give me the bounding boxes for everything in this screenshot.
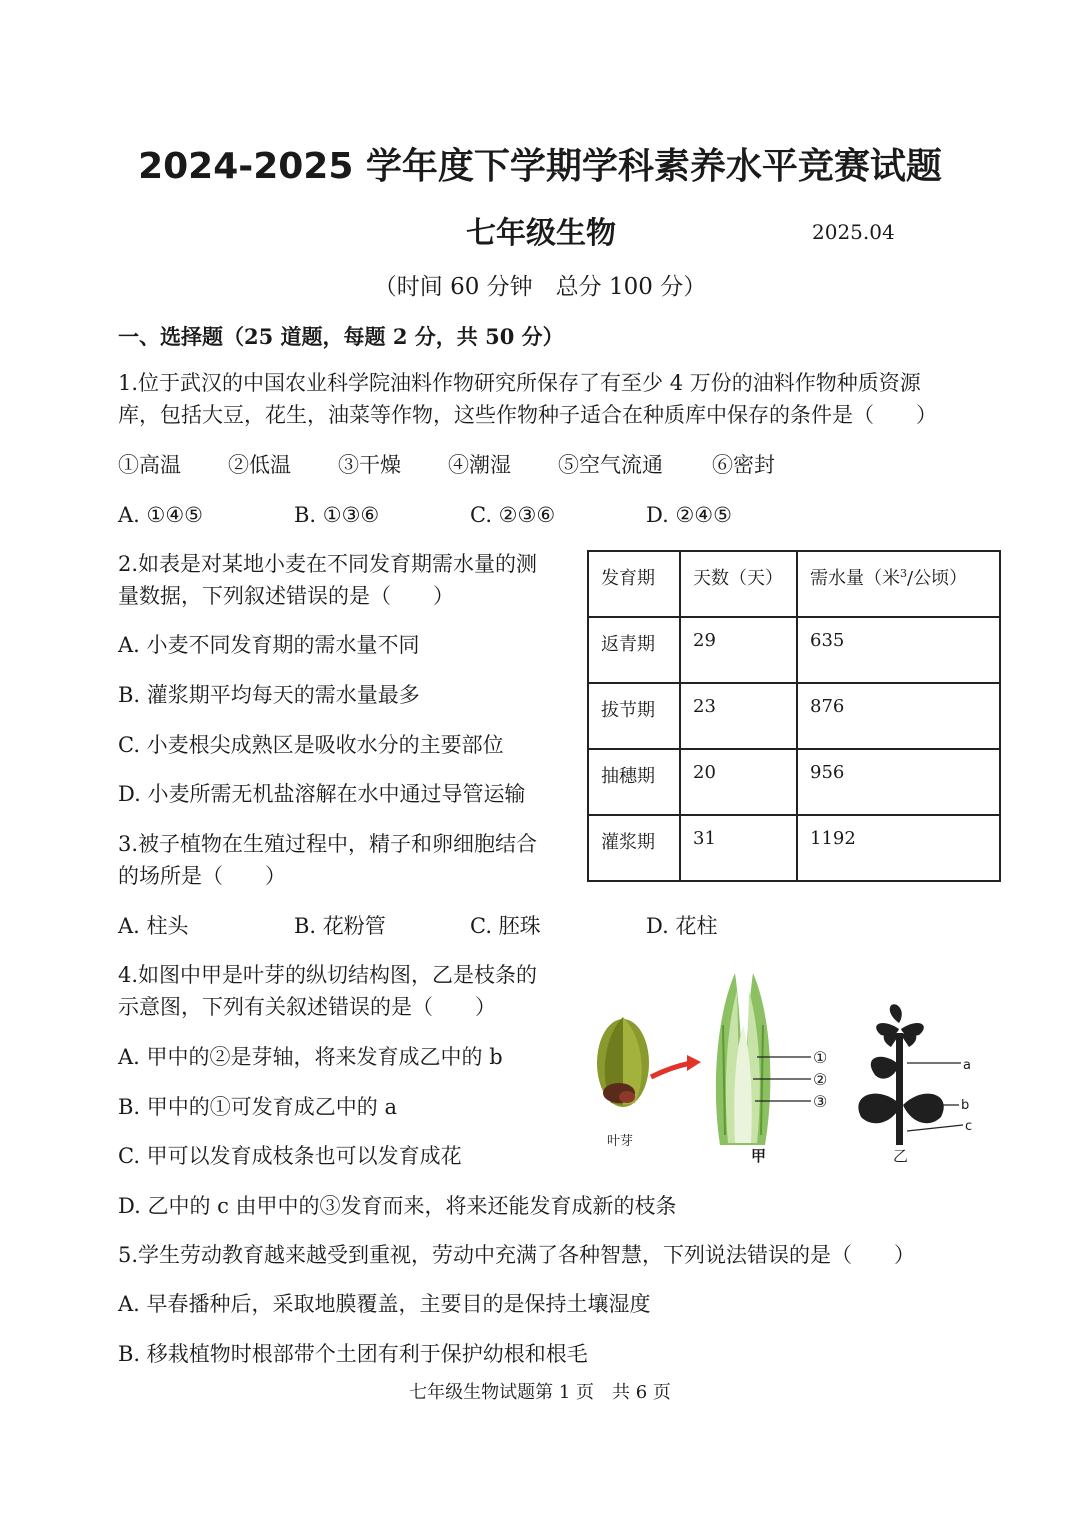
table-cell: 灌浆期 [588,815,680,881]
q3-stem-line1: 3.被子植物在生殖过程中，精子和卵细胞结合 [118,832,538,856]
marker-b: b [961,1098,970,1113]
table-cell: 拔节期 [588,683,680,749]
q1-stem-line2: 库，包括大豆，花生，油菜等作物，这些作物种子适合在种质库中保存的条件是（ ） [118,403,937,427]
q1-condition: ⑥密封 [712,453,775,477]
q5-stem: 5.学生劳动教育越来越受到重视，劳动中充满了各种智慧，下列说法错误的是（ ） [118,1243,916,1267]
q1-condition: ④潮湿 [448,453,511,477]
q1-condition: ③干燥 [338,453,401,477]
water-demand-table [587,550,1001,882]
q3-option-d: D. 花柱 [646,914,718,938]
table-row [588,749,1000,815]
q1-condition: ②低温 [228,453,291,477]
q1-option-c: C. ②③⑥ [470,503,556,527]
page-footer: 七年级生物试题第 1 页 共 6 页 [409,1382,671,1403]
marker-3: ③ [813,1092,828,1111]
superscript: 3 [900,567,907,580]
q4-figure [585,965,985,1165]
marker-c: c [965,1119,973,1134]
page-title: 2024-2025 学年度下学期学科素养水平竞赛试题 [138,146,942,187]
q2-option-a: A. 小麦不同发育期的需水量不同 [118,633,420,657]
q4-option-b: B. 甲中的①可发育成乙中的 a [118,1095,397,1119]
table-row [588,815,1000,881]
table-cell: 956 [797,749,1000,815]
q3-option-c: C. 胚珠 [470,914,541,938]
q4-option-a: A. 甲中的②是芽轴，将来发育成乙中的 b [118,1045,503,1069]
q1-stem-line1: 1.位于武汉的中国农业科学院油料作物研究所保存了有至少 4 万份的油料作物种质资源 [118,371,921,395]
q1-condition: ①高温 [118,453,181,477]
table-cell: 876 [797,683,1000,749]
jia-label: 甲 [751,1147,767,1165]
table-cell: 1192 [797,815,1000,881]
table-cell: 29 [680,617,797,683]
table-cell: 635 [797,617,1000,683]
table-cell: 20 [680,749,797,815]
red-arrow-icon [651,1055,701,1077]
q1-option-a: A. ①④⑤ [118,503,203,527]
table-cell: 23 [680,683,797,749]
q4-stem-line1: 4.如图中甲是叶芽的纵切结构图，乙是枝条的 [118,963,538,987]
leaf-bud-illustration [597,1017,649,1107]
bud-label: 叶芽 [607,1134,634,1149]
exam-date: 2025.04 [812,220,895,244]
q4-option-d: D. 乙中的 c 由甲中的③发育而来，将来还能发育成新的枝条 [118,1194,677,1218]
header-text: /公顷） [907,568,968,589]
q5-option-a: A. 早春播种后，采取地膜覆盖，主要目的是保持土壤湿度 [118,1292,651,1316]
q1-condition: ⑤空气流通 [558,453,663,477]
q3-option-a: A. 柱头 [118,914,189,938]
q2-stem-line1: 2.如表是对某地小麦在不同发育期需水量的测 [118,552,538,576]
table-header-row [588,551,1000,617]
q4-option-c: C. 甲可以发育成枝条也可以发育成花 [118,1144,462,1168]
header-text: 需水量（米 [810,568,900,589]
exam-subject: 七年级生物 [466,216,616,251]
q2-option-b: B. 灌浆期平均每天的需水量最多 [118,683,420,707]
q2-option-c: C. 小麦根尖成熟区是吸收水分的主要部位 [118,733,504,757]
table-cell: 返青期 [588,617,680,683]
table-header-cell [797,551,1000,617]
q1-option-b: B. ①③⑥ [294,503,380,527]
q4-stem-line2: 示意图，下列有关叙述错误的是（ ） [118,995,496,1019]
branch-illustration [858,1004,943,1145]
q3-option-b: B. 花粉管 [294,914,386,938]
table-row [588,617,1000,683]
section-heading: 一、选择题（25 道题，每题 2 分，共 50 分） [118,324,564,349]
marker-2: ② [813,1070,828,1089]
bud-section-illustration [716,973,811,1145]
q1-option-d: D. ②④⑤ [646,503,732,527]
table-header-cell: 发育期 [588,551,680,617]
table-cell: 31 [680,815,797,881]
table-cell: 抽穗期 [588,749,680,815]
marker-a: a [963,1058,971,1073]
q2-option-d: D. 小麦所需无机盐溶解在水中通过导管运输 [118,782,526,806]
marker-1: ① [813,1048,828,1067]
q3-stem-line2: 的场所是（ ） [118,864,286,888]
yi-label: 乙 [893,1147,909,1165]
table-header-cell: 天数（天） [680,551,797,617]
exam-time-info: （时间 60 分钟 总分 100 分） [373,274,707,300]
q5-option-b: B. 移栽植物时根部带个土团有利于保护幼根和根毛 [118,1342,588,1366]
table-row [588,683,1000,749]
q2-stem-line2: 量数据，下列叙述错误的是（ ） [118,584,454,608]
